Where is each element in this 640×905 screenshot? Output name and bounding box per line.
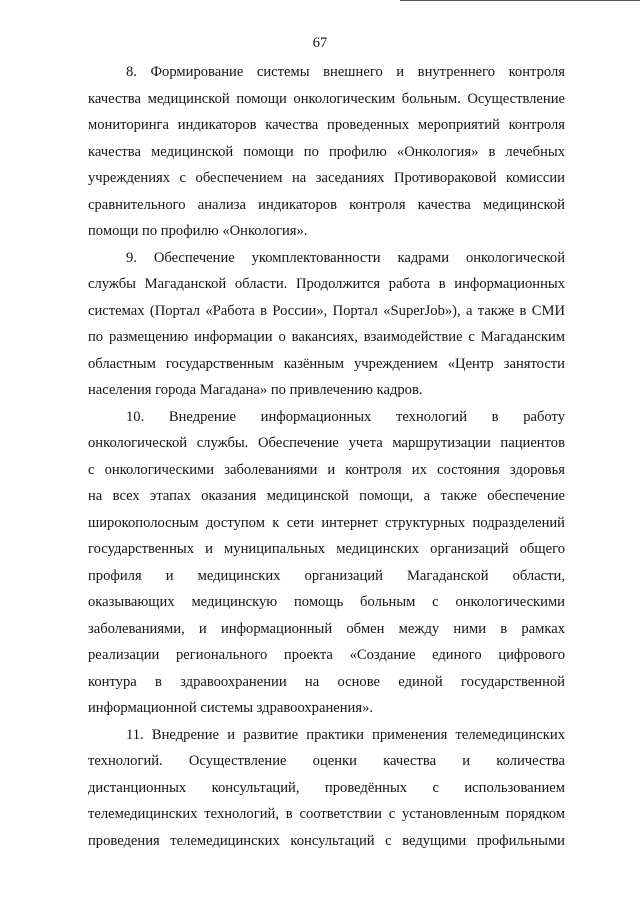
page-number: 67 [312,35,328,51]
text-line: качества медицинской помощи по профилю «Онкология» в лечебных [88,143,565,160]
text-line: с онкологическими заболеваниями и контроля их состояния здоровья [88,461,565,478]
top-border-line [400,0,640,1]
text-line: службы Магаданской области. Продолжится работа в информационных [88,276,565,292]
text-line: 11. Внедрение и развитие практики применения телемедицинских [126,726,565,743]
text-line: реализации регионального проекта «Создание единого цифрового [88,647,565,663]
document-body [88,59,565,854]
text-line: технологий. Осуществление оценки качества и количества [88,753,565,769]
text-line: государственных и муниципальных медицинских организаций общего [88,541,565,557]
text-line: онкологической службы. Обеспечение учета маршрутизации пациентов [88,435,565,451]
text-line: помощи по профилю «Онкология». [88,223,308,239]
text-line: на всех этапах оказания медицинской помощи, а также обеспечение [88,488,565,504]
text-line: системах (Портал «Работа в России», Портал «SuperJob»), а также в СМИ [88,302,565,319]
paragraph-4 [88,722,565,855]
text-line: учреждениях с обеспечением на заседаниях Противораковой комиссии [88,170,565,186]
text-line: 8. Формирование системы внешнего и внутреннего контроля [126,64,565,80]
text-line: 10. Внедрение информационных технологий в работу [126,408,565,425]
text-line: заболеваниями, и информационный обмен между ними в рамках [88,620,565,637]
text-line: сравнительного анализа индикаторов контроля качества медицинской [88,196,565,213]
text-line: проведения телемедицинских консультаций с ведущими профильными [88,832,565,849]
text-line: 9. Обеспечение укомплектованности кадрами онкологической [126,249,565,266]
paragraph-1 [88,59,565,245]
text-line: профиля и медицинских организаций Магаданской области, [88,567,565,584]
paragraph-2 [88,245,565,404]
text-line: контура в здравоохранении на основе единой государственной [88,673,565,690]
text-line: дистанционных консультаций, проведённых с использованием [88,779,565,796]
text-line: мониторинга индикаторов качества проведенных мероприятий контроля [88,117,565,133]
text-line: населения города Магадана» по привлечению кадров. [88,382,423,398]
text-line: информационной системы здравоохранения». [88,700,374,716]
text-line: оказывающих медицинскую помощь больным с онкологическими [88,594,565,610]
text-line: по размещению информации о вакансиях, взаимодействие с Магаданским [88,329,565,345]
text-line: областным государственным казённым учреждением «Центр занятости [88,355,565,372]
paragraph-3 [88,404,565,722]
text-line: качества медицинской помощи онкологическим больным. Осуществление [88,90,565,107]
text-line: телемедицинских технологий, в соответствии с установленным порядком [88,806,565,822]
text-line: широкополосным доступом к сети интернет структурных подразделений [88,514,565,531]
